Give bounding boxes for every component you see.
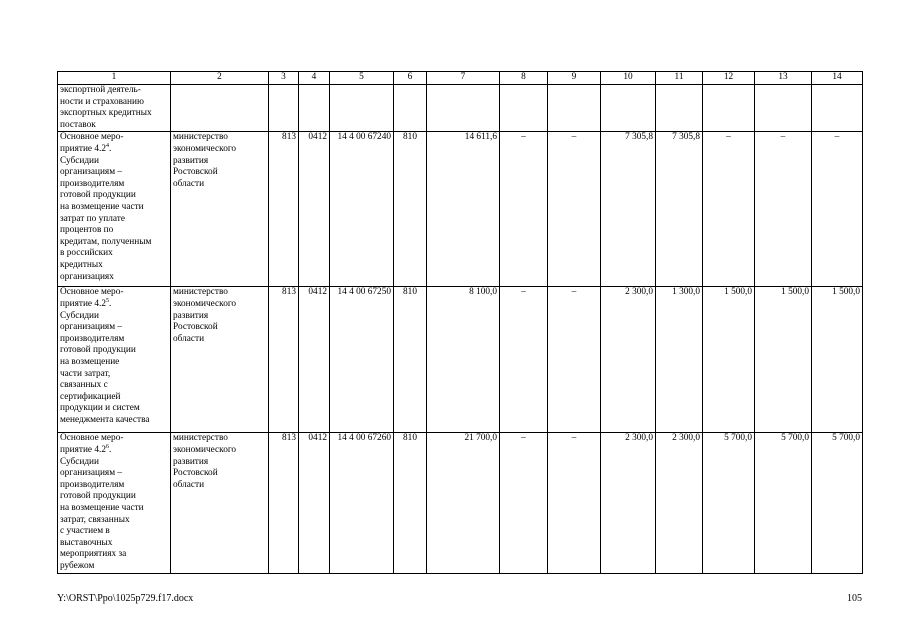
- value-cell-col-6: 810: [394, 433, 427, 573]
- column-number-12: 12: [703, 72, 755, 85]
- value-cell-col-9: –: [548, 433, 601, 573]
- value-cell-col-8: –: [500, 287, 548, 433]
- column-number-14: 14: [812, 72, 863, 85]
- value-cell-col-6: 810: [394, 287, 427, 433]
- value-cell-col-3: 813: [269, 287, 299, 433]
- value-cell-col-10: [601, 85, 656, 132]
- value-cell-col-11: [656, 85, 703, 132]
- activity-name-text: экспортной деятель- ности и страхованию экспортных кредитных поставок: [60, 85, 152, 130]
- column-number-6: 6: [394, 72, 427, 85]
- column-number-8: 8: [500, 72, 548, 85]
- activity-name-text: Основное меро- приятие 4.2: [60, 287, 124, 309]
- value-cell-col-5: 14 4 00 67260: [330, 433, 394, 573]
- table-row: [58, 85, 863, 132]
- executor-cell: министерство экономического развития Ростовской области: [171, 287, 269, 433]
- footnote-marker: 4: [106, 142, 109, 149]
- budget-table-sheet: [57, 71, 862, 574]
- value-cell-col-4: 0412: [299, 287, 330, 433]
- value-cell-col-9: –: [548, 287, 601, 433]
- value-cell-col-6: 810: [394, 132, 427, 287]
- value-cell-col-14: –: [812, 132, 863, 287]
- value-cell-col-12: 5 700,0: [703, 433, 755, 573]
- value-cell-col-14: 5 700,0: [812, 433, 863, 573]
- column-number-3: 3: [269, 72, 299, 85]
- column-number-9: 9: [548, 72, 601, 85]
- executor-cell: министерство экономического развития Ростовской области: [171, 132, 269, 287]
- value-cell-col-5: [330, 85, 394, 132]
- value-cell-col-4: 0412: [299, 132, 330, 287]
- column-number-13: 13: [755, 72, 812, 85]
- column-number-1: 1: [58, 72, 171, 85]
- activity-name-cell: [58, 132, 171, 287]
- value-cell-col-7: 14 611,6: [427, 132, 500, 287]
- value-cell-col-9: –: [548, 132, 601, 287]
- column-number-4: 4: [299, 72, 330, 85]
- column-number-7: 7: [427, 72, 500, 85]
- value-cell-col-7: 21 700,0: [427, 433, 500, 573]
- activity-name-text: Основное меро- приятие 4.2: [60, 433, 124, 455]
- value-cell-col-10: 2 300,0: [601, 287, 656, 433]
- value-cell-col-8: –: [500, 132, 548, 287]
- value-cell-col-8: [500, 85, 548, 132]
- value-cell-col-4: 0412: [299, 433, 330, 573]
- footnote-marker: 5: [106, 297, 109, 304]
- value-cell-col-13: –: [755, 132, 812, 287]
- executor-cell: министерство экономического развития Ростовской области: [171, 433, 269, 573]
- value-cell-col-7: [427, 85, 500, 132]
- value-cell-col-11: 7 305,8: [656, 132, 703, 287]
- value-cell-col-13: [755, 85, 812, 132]
- footer-page-number: 105: [847, 593, 862, 604]
- value-cell-col-12: –: [703, 132, 755, 287]
- table-row: [58, 132, 863, 287]
- table-row: [58, 433, 863, 573]
- column-number-5: 5: [330, 72, 394, 85]
- value-cell-col-10: 7 305,8: [601, 132, 656, 287]
- column-number-11: 11: [656, 72, 703, 85]
- value-cell-col-5: 14 4 00 67240: [330, 132, 394, 287]
- value-cell-col-8: –: [500, 433, 548, 573]
- value-cell-col-5: 14 4 00 67250: [330, 287, 394, 433]
- value-cell-col-3: 813: [269, 132, 299, 287]
- value-cell-col-9: [548, 85, 601, 132]
- value-cell-col-13: 5 700,0: [755, 433, 812, 573]
- value-cell-col-10: 2 300,0: [601, 433, 656, 573]
- column-number-header: [58, 72, 863, 85]
- value-cell-col-11: 2 300,0: [656, 433, 703, 573]
- value-cell-col-11: 1 300,0: [656, 287, 703, 433]
- value-cell-col-7: 8 100,0: [427, 287, 500, 433]
- budget-table: [57, 71, 863, 574]
- value-cell-col-6: [394, 85, 427, 132]
- column-number-2: 2: [171, 72, 269, 85]
- value-cell-col-4: [299, 85, 330, 132]
- activity-name-cell: [58, 433, 171, 573]
- activity-name-cell: [58, 85, 171, 132]
- executor-cell: [171, 85, 269, 132]
- value-cell-col-12: 1 500,0: [703, 287, 755, 433]
- value-cell-col-14: [812, 85, 863, 132]
- table-row: [58, 287, 863, 433]
- column-number-10: 10: [601, 72, 656, 85]
- value-cell-col-13: 1 500,0: [755, 287, 812, 433]
- value-cell-col-3: 813: [269, 433, 299, 573]
- value-cell-col-3: [269, 85, 299, 132]
- value-cell-col-12: [703, 85, 755, 132]
- footnote-marker: 6: [106, 443, 109, 450]
- value-cell-col-14: 1 500,0: [812, 287, 863, 433]
- footer-file-path: Y:\ORST\Ppo\1025p729.f17.docx: [57, 593, 194, 604]
- activity-name-cell: [58, 287, 171, 433]
- activity-description-text: . Субсидии организациям – производителям готовой продукции на возмещение части затрат, связанных с сертификацией продукции и систем менеджмента качества: [60, 298, 150, 425]
- activity-description-text: . Субсидии организациям – производителям готовой продукции на возмещение части затрат по уплате процентов по кредитам, полученным в российских кредитных организациях: [60, 143, 152, 282]
- activity-name-text: Основное меро- приятие 4.2: [60, 132, 124, 154]
- activity-description-text: . Субсидии организациям – производителям готовой продукции на возмещение части затрат, связанных с участием в выставочных мероприятиях за рубежом: [60, 444, 144, 571]
